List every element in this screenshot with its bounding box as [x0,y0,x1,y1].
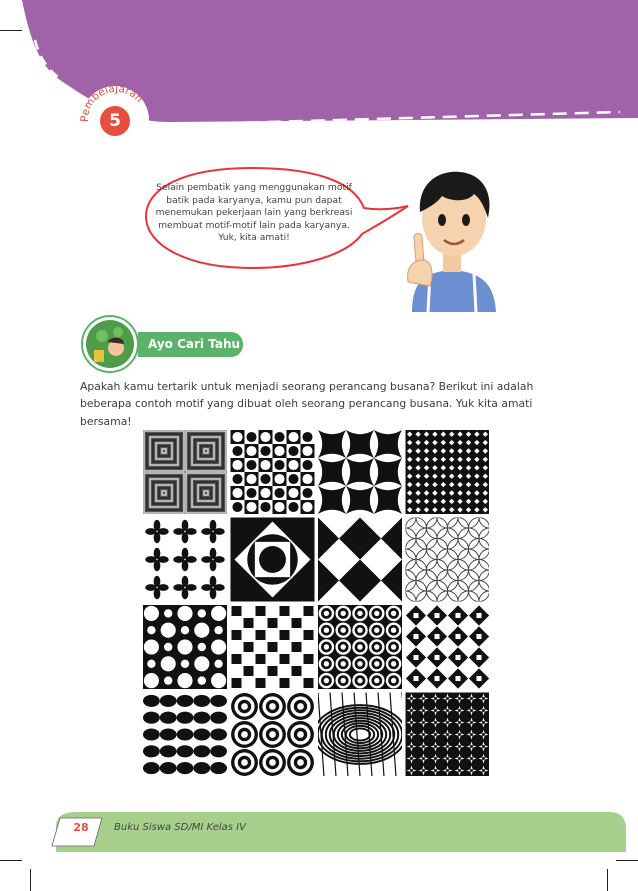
ayo-cari-tahu-icon [80,314,140,374]
motif-tile-triangle-pinwheel [318,518,402,602]
motif-tile-overlapping-circles [395,507,489,612]
lesson-number: 5 [100,106,130,136]
motif-tile-mixed-circle-checker [143,605,227,689]
motif-grid [143,430,489,776]
motif-tile-petal-quatrefoils [143,518,227,602]
page-number: 28 [73,821,89,834]
motif-tile-concentric-rings [231,693,315,777]
crop-mark [607,869,608,891]
speech-bubble-text: Selain pembatik yang menggunakan motif batik pada karyanya, kamu pun dapat menemukan pekerjaan lain yang berkreasi membuat motif-motif lain pada karyanya. Yuk, kita amati! [155,182,353,244]
motif-tile-fine-diamond-grid [406,430,490,514]
motif-tile-star-diamond-tiles [318,430,402,514]
crop-mark [30,869,31,891]
boy-illustration [402,162,502,312]
motif-tile-circles-in-squares [231,430,315,514]
crop-mark [616,860,638,861]
motif-tile-diamond-squares [406,605,490,689]
crop-mark [0,860,22,861]
motif-tile-ring-lattice [318,605,402,689]
motif-tile-diamond-ovals [143,693,227,777]
section-label: Ayo Cari Tahu [138,332,243,357]
motif-tile-stepped-checker [231,605,315,689]
motif-tile-diamond-circle-medallion [231,518,315,602]
motif-tile-wave-rings [314,693,408,777]
book-title: Buku Siswa SD/MI Kelas IV [114,822,246,833]
motif-tile-star-dot-grid [406,693,490,777]
motif-tile-concentric-squares [143,430,227,514]
badge-word: Pembelajaran [78,82,146,123]
intro-paragraph: Apakah kamu tertarik untuk menjadi seorang perancang busana? Berikut ini adalah beberapa contoh motif yang dibuat oleh seorang perancang busana. Yuk kita amati bersama! [80,380,534,428]
